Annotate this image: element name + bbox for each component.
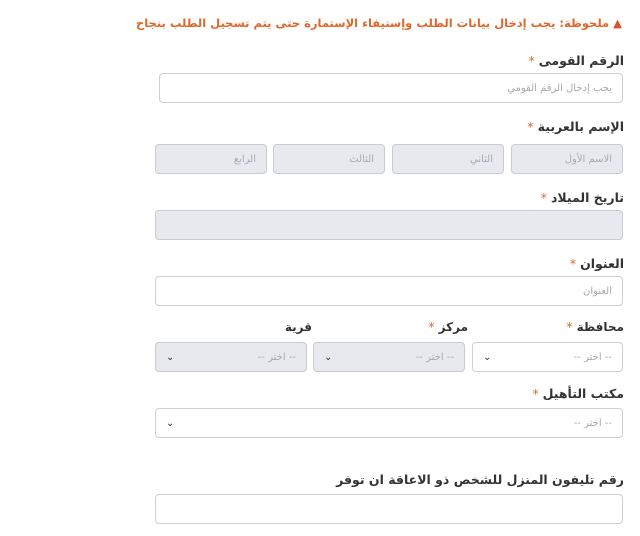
center-select[interactable]: -- اختر -- ⌄ <box>313 342 465 372</box>
national-id-label: الرقم القومى* <box>528 53 624 68</box>
third-name-input[interactable]: الثالث <box>273 144 385 174</box>
fourth-name-input[interactable]: الرابع <box>155 144 267 174</box>
address-input[interactable]: العنوان <box>155 276 623 306</box>
second-name-input[interactable]: الثاني <box>392 144 504 174</box>
notice-text: ملحوظة: يجب إدخال بيانات الطلب وإستيفاء الإستمارة حتى يتم تسجيل الطلب بنجاح <box>135 16 610 30</box>
chevron-down-icon: ⌄ <box>483 351 492 363</box>
required-mark: * <box>569 256 577 271</box>
village-label: قرية <box>284 320 312 334</box>
required-mark: * <box>566 320 573 334</box>
required-mark: * <box>428 320 435 334</box>
required-mark: * <box>532 386 539 401</box>
rehab-office-select[interactable]: -- اختر -- ⌄ <box>155 408 623 438</box>
first-name-input[interactable]: الاسم الأول <box>511 144 623 174</box>
arabic-name-label: الإسم بالعربية* <box>527 119 624 134</box>
village-select[interactable]: -- اختر -- ⌄ <box>155 342 307 372</box>
required-mark: * <box>540 190 547 205</box>
required-mark: * <box>528 53 535 68</box>
rehab-office-label: مكتب التأهيل* <box>532 386 624 401</box>
governorate-label: محافظة * <box>566 320 624 334</box>
national-id-input[interactable]: يجب إدخال الرقم القومي <box>159 73 623 103</box>
home-phone-label: رقم تليفون المنزل للشخص ذو الاعاقة ان توفر <box>336 472 624 487</box>
address-label: العنوان* <box>569 256 624 271</box>
governorate-select[interactable]: -- اختر -- ⌄ <box>472 342 623 372</box>
home-phone-input[interactable] <box>155 494 623 524</box>
center-label: مركز * <box>428 320 468 334</box>
required-mark: * <box>527 119 534 134</box>
chevron-down-icon: ⌄ <box>324 351 333 363</box>
chevron-down-icon: ⌄ <box>166 351 175 363</box>
chevron-down-icon: ⌄ <box>166 417 175 429</box>
birth-date-label: تاريخ الميلاد* <box>540 190 624 205</box>
warning-icon: ▲ <box>613 16 622 30</box>
birth-date-input[interactable] <box>155 210 623 240</box>
form-notice <box>135 16 622 30</box>
